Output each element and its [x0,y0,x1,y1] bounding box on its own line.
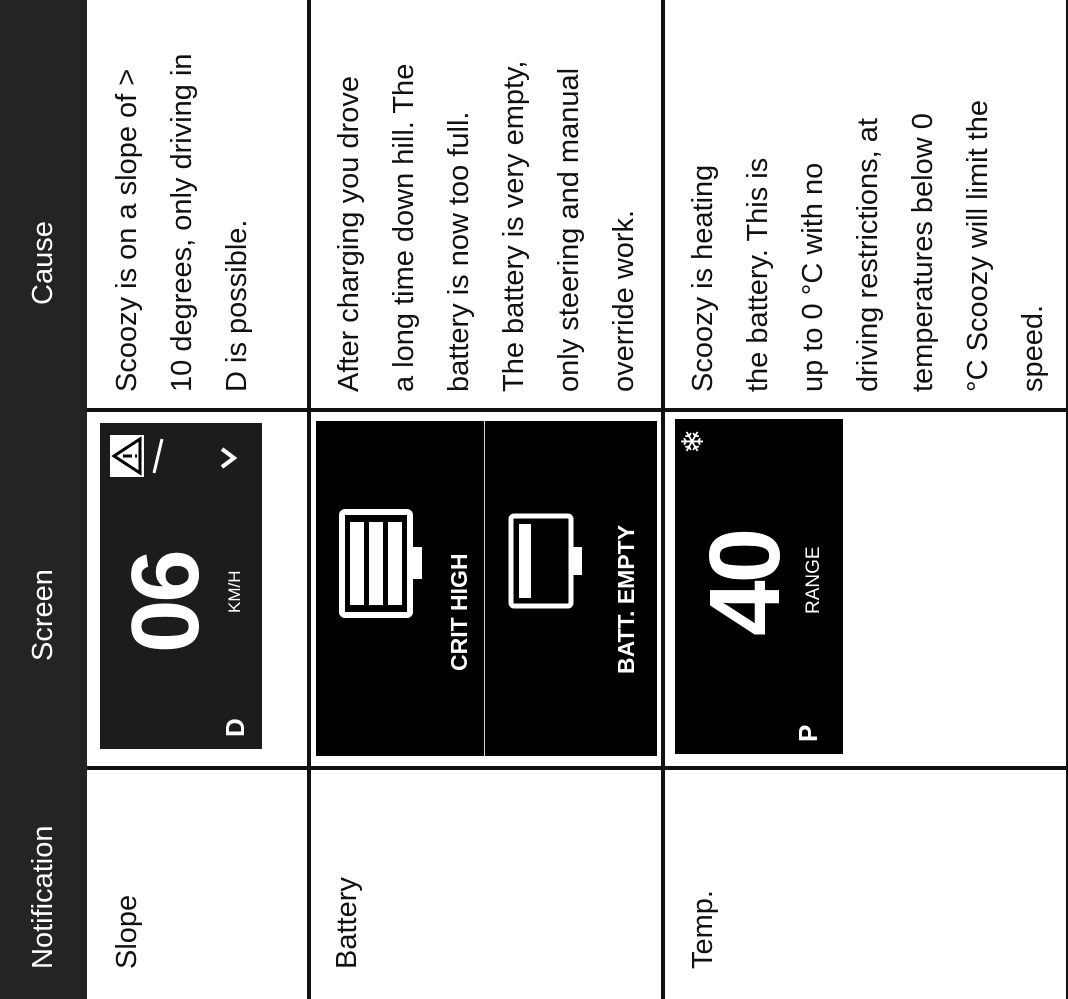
speed-value: 06 [112,552,219,653]
cause-slope [100,53,265,392]
display-divider [484,421,485,756]
notification-slope: Slope [111,894,143,969]
slope-display [100,423,262,749]
cause-line: a long time down hill. The [388,63,420,392]
range-unit: RANGE [803,546,824,614]
range-value: 40 [689,530,801,636]
notification-temp: Temp. [687,890,719,969]
notification-battery: Battery [331,877,363,969]
cause-line: override work. [608,209,640,392]
cause-line: Scoozy is heating [687,164,719,392]
column-divider [87,766,1068,770]
gear-indicator: D [220,718,250,737]
cause-line: temperatures below 0 [907,113,939,392]
cause-line: speed. [1017,304,1049,392]
row-divider [661,0,665,999]
row-divider [307,0,311,999]
header-notification: Notification [27,825,59,969]
cause-line: driving restrictions, at [852,118,884,392]
battery-display [316,421,657,756]
cause-line: °C Scoozy will limit the [962,100,994,392]
crit-high-label: CRIT HIGH [446,553,472,671]
speed-unit: KM/H [225,570,244,613]
cause-line: D is possible. [221,219,253,392]
header-screen: Screen [27,569,59,661]
cause-line: up to 0 °C with no [797,162,829,392]
cause-line: The battery is very empty, [498,60,530,392]
cause-line: 10 degrees, only driving in [166,53,198,392]
cause-line: After charging you drove [333,76,365,392]
cause-line: only steering and manual [553,67,585,392]
cause-line: battery is now too full. [443,111,475,392]
header-cause: Cause [27,221,59,305]
snowflake-icon: ❄ [677,428,710,454]
battery-empty-icon [506,511,586,611]
cause-line: the battery. This is [742,157,774,392]
cause-battery [322,61,652,392]
cause-line: Scoozy is on a slope of > [111,68,143,392]
gear-indicator: P [793,724,823,742]
cause-temp [676,100,1061,392]
battery-full-icon [336,506,424,621]
slope-warning-icon [110,435,166,477]
chevron-icon [218,445,240,471]
column-divider [87,408,1068,412]
temp-display [675,419,843,754]
batt-empty-label: BATT. EMPTY [613,524,639,674]
